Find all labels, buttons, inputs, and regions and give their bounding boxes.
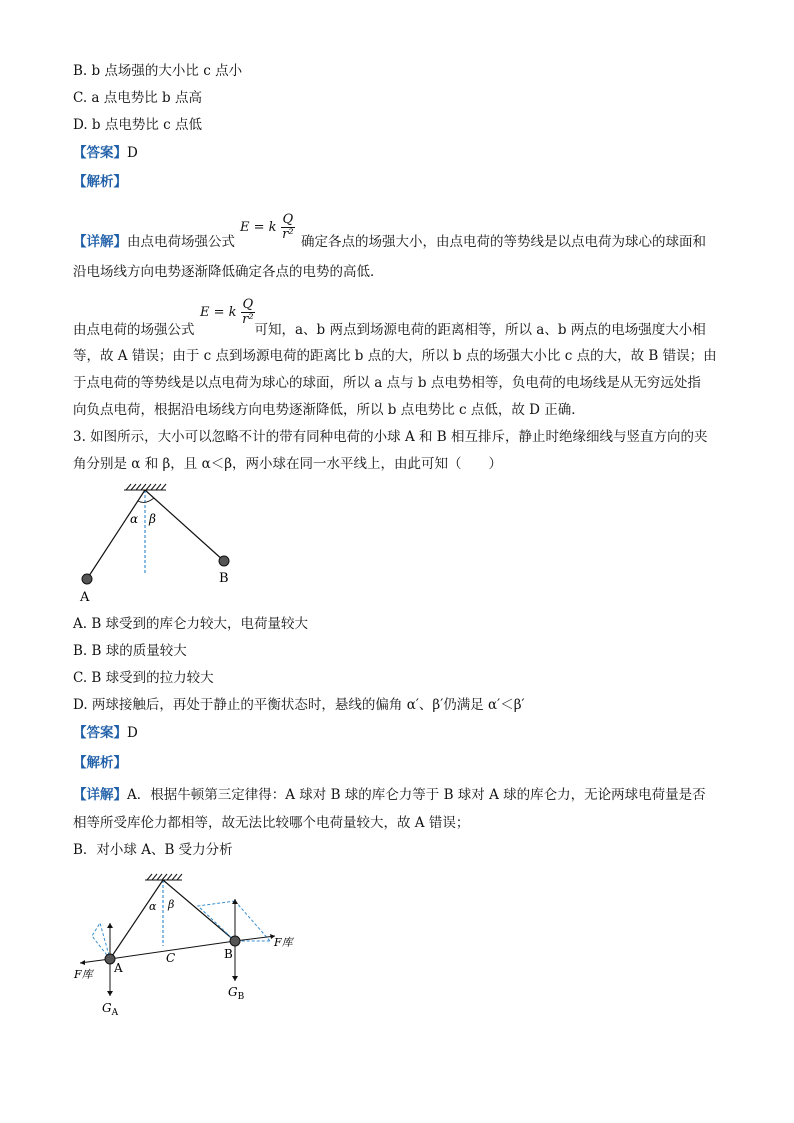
answer-tag: 【答案】 bbox=[73, 725, 127, 741]
q2-option-b: B. b 点场强的大小比 c 点小 bbox=[73, 63, 243, 79]
answer-tag: 【答案】 bbox=[73, 145, 127, 161]
thread-b bbox=[145, 490, 224, 561]
ceiling-hatch bbox=[145, 874, 182, 880]
q3-detail-line-3: B．对小球 A、B 受力分析 bbox=[73, 842, 233, 858]
q3-stem-line-2: 角分别是 α 和 β，且 α＜β，两小球在同一水平线上，由此可知（ ） bbox=[73, 456, 503, 472]
q2-option-d: D. b 点电势比 c 点低 bbox=[73, 117, 203, 133]
answer-value: D bbox=[127, 725, 138, 741]
q2-detail-line-4: 等，故 A 错误；由于 c 点到场源电荷的距离比 b 点的大，所以 b 点的场强大小比 c 点的大，故 B 错误；由 bbox=[73, 348, 717, 364]
alpha-label: α bbox=[149, 900, 157, 913]
q3-figure-1 bbox=[70, 478, 260, 608]
q2-analysis-tag: 【解析】 bbox=[73, 174, 127, 190]
gravity-a-label: $G_A$ bbox=[102, 1001, 119, 1018]
q3-stem-line-1: 3. 如图所示，大小可以忽略不计的带有同种电荷的小球 A 和 B 相互排斥，静止时绝缘细线与竖直方向的夹 bbox=[73, 429, 708, 445]
q2-detail-line-5: 于点电荷的等势线是以点电荷为球心的球面，所以 a 点与 b 点电势相等，负电荷的电场线是从无穷远处指 bbox=[73, 375, 701, 391]
q2-answer bbox=[73, 143, 138, 163]
alpha-label: α bbox=[130, 512, 139, 526]
q3-figure-2 bbox=[70, 866, 310, 1021]
force-parallelogram-b bbox=[198, 901, 270, 941]
q3-option-d: D. 两球接触后，再处于静止的平衡状态时，悬线的偏角 α′、β′仍满足 α′＜β′ bbox=[73, 697, 525, 713]
ceiling-hatch bbox=[124, 484, 166, 490]
angle-arc bbox=[138, 498, 154, 502]
q2-option-c: C. a 点电势比 b 点高 bbox=[73, 90, 202, 106]
coulomb-force-b-label: F库 bbox=[274, 936, 293, 949]
label-a: A bbox=[80, 590, 90, 605]
q2-detail-line-3: 由点电荷的场强公式 可知，a、b 两点到场源电荷的距离相等，所以 a、b 两点的电场强度大小相 bbox=[73, 322, 706, 338]
thread-a bbox=[87, 490, 145, 579]
thread-a bbox=[110, 880, 163, 959]
gravity-b-label: $G_B$ bbox=[228, 985, 245, 1002]
beta-label: β bbox=[149, 512, 156, 526]
q3-option-b: B. B 球的质量较大 bbox=[73, 643, 187, 659]
q3-answer bbox=[73, 723, 138, 743]
q2-detail-line-6: 向负点电荷，根据沿电场线方向电势逐渐降低，所以 b 点电势比 c 点低，故 D 正确． bbox=[73, 402, 585, 418]
coulomb-force-a-label: F库 bbox=[74, 968, 93, 981]
q3-option-c: C. B 球受到的拉力较大 bbox=[73, 670, 214, 686]
label-b: B bbox=[224, 947, 233, 961]
q3-detail-line-1: 【详解】A．根据牛顿第三定律得：A 球对 B 球的库仑力等于 B 球对 A 球的库仑力，无论两球电荷量是否 bbox=[73, 787, 706, 803]
q3-analysis-tag: 【解析】 bbox=[73, 755, 127, 771]
label-c: C bbox=[166, 951, 176, 965]
force-parallelogram-a bbox=[92, 923, 110, 959]
label-a: A bbox=[114, 961, 123, 975]
field-formula-2: E = k $\frac{Q}{\text{r²}}$ bbox=[200, 297, 254, 327]
q3-detail-line-2: 相等所受库伦力都相等，故无法比较哪个电荷量较大，故 A 错误； bbox=[73, 815, 470, 831]
q2-detail-line-2: 沿电场线方向电势逐渐降低确定各点的电势的高低． bbox=[73, 264, 384, 280]
ball-a bbox=[82, 574, 92, 584]
beta-label: β bbox=[168, 898, 175, 911]
ball-b bbox=[230, 936, 240, 946]
answer-value: D bbox=[127, 145, 138, 161]
ball-b bbox=[219, 556, 229, 566]
q2-detail-line-1: 【详解】由点电荷场强公式 确定各点的场强大小，由点电荷的等势线是以点电荷为球心的球面和 bbox=[73, 234, 706, 250]
q3-option-a: A. B 球受到的库仑力较大，电荷量较大 bbox=[73, 616, 309, 632]
field-formula-1: E = k $\frac{Q}{\text{r²}}$ bbox=[240, 212, 294, 242]
label-b: B bbox=[219, 571, 229, 586]
